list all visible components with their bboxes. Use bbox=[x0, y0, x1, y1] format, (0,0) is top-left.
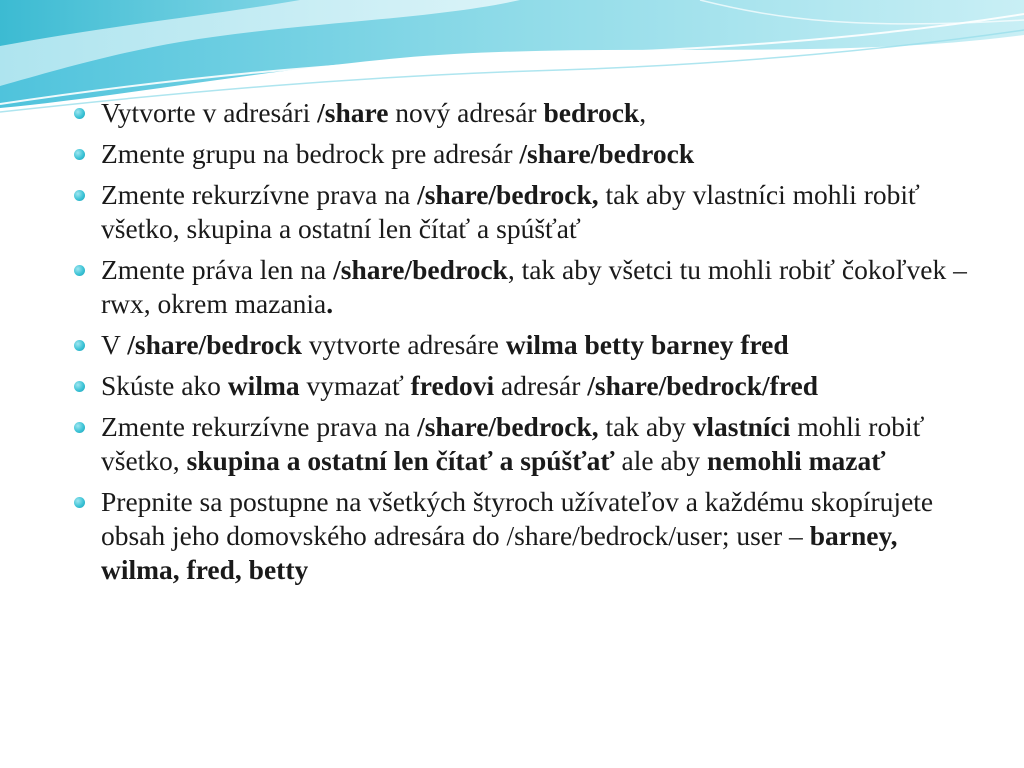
text-run: ale aby bbox=[614, 445, 708, 476]
text-run: , tak aby všetci tu mohli robiť čokoľvek – rwx, okrem mazania bbox=[101, 254, 967, 319]
bold-text-run: /share/bedrock, bbox=[417, 179, 599, 210]
bold-text-run: /share/bedrock, bbox=[417, 411, 599, 442]
bullet-item bbox=[74, 178, 974, 246]
text-run: Prepnite sa postupne na všetkých štyroch užívateľov a každému skopírujete obsah jeho domovského adresára do /share/bedrock/user; user – bbox=[101, 486, 934, 551]
bold-text-run: /share/bedrock bbox=[333, 254, 508, 285]
text-run: Vytvorte v adresári bbox=[101, 97, 318, 128]
bold-text-run: /share/bedrock bbox=[519, 138, 695, 169]
circle-bullet-icon bbox=[74, 381, 85, 392]
bold-text-run: bedrock bbox=[543, 97, 640, 128]
circle-bullet-icon bbox=[74, 265, 85, 276]
text-run: tak aby vlastníci mohli robiť všetko, skupina a ostatní len čítať a spúšťať bbox=[101, 179, 920, 244]
bullet-item bbox=[74, 485, 974, 587]
text-run: Zmente rekurzívne prava na bbox=[101, 411, 418, 442]
text-run: mohli robiť všetko, bbox=[101, 411, 925, 476]
bold-text-run: vlastníci bbox=[692, 411, 791, 442]
bullet-item bbox=[74, 137, 974, 171]
bullet-item bbox=[74, 369, 974, 403]
bold-text-run: /share/bedrock bbox=[127, 329, 302, 360]
bold-text-run: /share/bedrock/fred bbox=[587, 370, 818, 401]
bold-text-run: skupina a ostatní len čítať a spúšťať bbox=[186, 445, 615, 476]
circle-bullet-icon bbox=[74, 497, 85, 508]
bullet-item bbox=[74, 253, 974, 321]
text-run: nový adresár bbox=[388, 97, 544, 128]
slide-content bbox=[74, 96, 974, 594]
bullet-item bbox=[74, 328, 974, 362]
text-run: V bbox=[101, 329, 128, 360]
circle-bullet-icon bbox=[74, 149, 85, 160]
bold-text-run: wilma betty barney fred bbox=[505, 329, 789, 360]
bullet-list bbox=[74, 96, 974, 587]
text-run: adresár bbox=[494, 370, 588, 401]
text-run: tak aby bbox=[598, 411, 693, 442]
text-run: vymazať bbox=[299, 370, 411, 401]
bold-text-run: barney, wilma, fred, betty bbox=[101, 520, 898, 585]
text-run: vytvorte adresáre bbox=[301, 329, 506, 360]
bold-text-run: fredovi bbox=[410, 370, 495, 401]
bold-text-run: wilma bbox=[227, 370, 300, 401]
bold-text-run: . bbox=[326, 288, 334, 319]
text-run: Skúste ako bbox=[101, 370, 228, 401]
text-run: , bbox=[639, 97, 647, 128]
text-run: Zmente práva len na bbox=[101, 254, 334, 285]
circle-bullet-icon bbox=[74, 422, 85, 433]
circle-bullet-icon bbox=[74, 340, 85, 351]
bold-text-run: /share bbox=[317, 97, 389, 128]
circle-bullet-icon bbox=[74, 190, 85, 201]
text-run: Zmente rekurzívne prava na bbox=[101, 179, 418, 210]
text-run: Zmente grupu na bedrock pre adresár bbox=[101, 138, 520, 169]
bold-text-run: nemohli mazať bbox=[707, 445, 886, 476]
bullet-item bbox=[74, 96, 974, 130]
circle-bullet-icon bbox=[74, 108, 85, 119]
bullet-item bbox=[74, 410, 974, 478]
